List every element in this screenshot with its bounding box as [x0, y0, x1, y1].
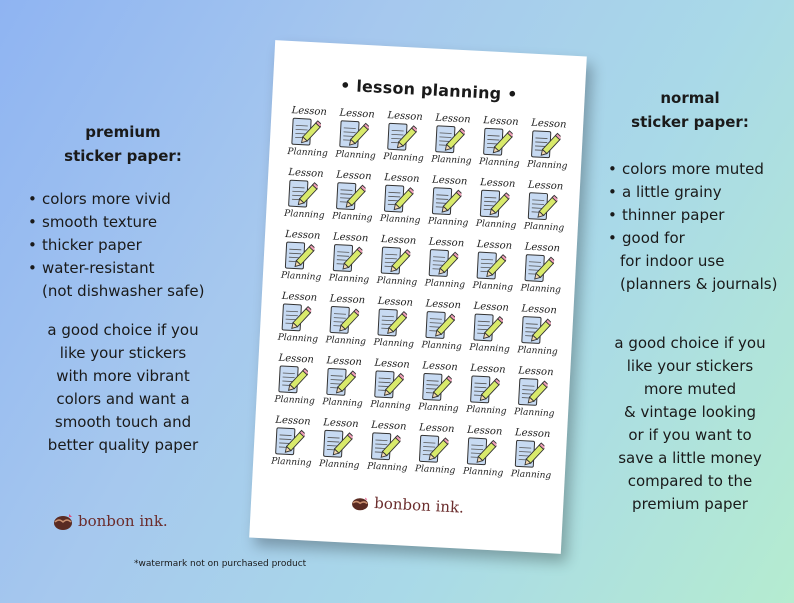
lesson-planning-sticker: Lesson Planning	[462, 424, 504, 479]
notepad-pencil-icon	[382, 183, 414, 217]
sticker-grid	[264, 105, 571, 492]
notepad-pencil-icon	[286, 178, 318, 212]
normal-bullet-note-1: for indoor use	[620, 252, 725, 270]
notepad-pencil-icon	[379, 245, 411, 279]
notepad-pencil-icon	[321, 428, 353, 462]
lesson-planning-sticker: Lesson Planning	[417, 360, 459, 415]
premium-heading: premium sticker paper:	[64, 123, 182, 165]
normal-bullet-list	[600, 158, 780, 250]
notepad-pencil-icon	[373, 369, 405, 403]
notepad-pencil-icon	[273, 426, 305, 460]
notepad-pencil-icon	[331, 242, 363, 276]
lesson-planning-sticker: Lesson Planning	[526, 117, 568, 172]
lesson-planning-sticker: Lesson Planning	[270, 414, 312, 469]
notepad-pencil-icon	[468, 374, 500, 408]
lesson-planning-sticker: Lesson Planning	[318, 417, 360, 472]
notepad-pencil-icon	[420, 371, 452, 405]
lesson-planning-sticker: Lesson Planning	[366, 419, 408, 474]
notepad-pencil-icon	[513, 438, 545, 472]
lesson-planning-sticker: Lesson Planning	[376, 233, 418, 288]
list-item: • a little grainy	[608, 183, 722, 201]
notepad-pencil-icon	[417, 433, 449, 467]
lesson-planning-sticker: Lesson Planning	[427, 174, 469, 229]
notepad-pencil-icon	[526, 191, 558, 225]
notepad-pencil-icon	[325, 366, 357, 400]
notepad-pencil-icon	[427, 247, 459, 281]
notepad-pencil-icon	[376, 307, 408, 341]
lesson-planning-sticker: Lesson Planning	[478, 115, 520, 170]
lesson-planning-sticker: Lesson Planning	[325, 293, 367, 348]
lesson-planning-sticker: Lesson Planning	[277, 290, 319, 345]
normal-paper-column	[600, 86, 780, 516]
normal-heading: normal sticker paper:	[631, 89, 749, 131]
notepad-pencil-icon	[430, 186, 462, 220]
sheet-title: • lesson planning •	[339, 75, 519, 104]
premium-description: a good choice if you like your stickers with more vibrant colors and want a smooth touch and better quality paper	[47, 321, 199, 454]
lesson-planning-sticker: Lesson Planning	[430, 112, 472, 167]
list-item: • good for	[608, 229, 685, 247]
notepad-pencil-icon	[338, 119, 370, 153]
lesson-planning-sticker: Lesson Planning	[274, 352, 315, 407]
lesson-planning-sticker: Lesson Planning	[472, 239, 514, 293]
list-item: • colors more vivid	[28, 190, 171, 208]
notepad-pencil-icon	[290, 116, 322, 150]
lesson-planning-sticker: Lesson Planning	[370, 357, 411, 412]
lesson-planning-sticker: Lesson Planning	[280, 228, 322, 283]
normal-bullet-note-2: (planners & journals)	[620, 275, 778, 293]
lesson-planning-sticker: Lesson Planning	[335, 107, 376, 162]
bonbon-icon	[350, 495, 371, 512]
lesson-planning-sticker: Lesson Planning	[322, 355, 363, 410]
lesson-planning-sticker: Lesson Planning	[517, 303, 558, 358]
list-item: • thicker paper	[28, 236, 142, 254]
watermark-footnote: *watermark not on purchased product	[134, 559, 307, 569]
lesson-planning-sticker: Lesson Planning	[469, 300, 510, 355]
notepad-pencil-icon	[523, 253, 555, 287]
premium-paper-column	[28, 120, 218, 457]
lesson-planning-sticker: Lesson Planning	[373, 295, 415, 350]
lesson-planning-sticker: Lesson Planning	[383, 110, 424, 165]
notepad-pencil-icon	[280, 302, 312, 336]
lesson-planning-sticker: Lesson Planning	[513, 365, 555, 420]
lesson-planning-sticker: Lesson Planning	[510, 427, 552, 482]
lesson-planning-sticker: Lesson Planning	[520, 241, 562, 296]
list-item: • colors more muted	[608, 160, 764, 178]
notepad-pencil-icon	[481, 126, 513, 160]
sheet-logo: bonbon ink.	[251, 488, 564, 522]
notepad-pencil-icon	[277, 364, 309, 398]
notepad-pencil-icon	[478, 188, 510, 222]
premium-bullet-note: (not dishwasher safe)	[42, 282, 205, 300]
notepad-pencil-icon	[424, 309, 456, 343]
list-item: • water-resistant	[28, 259, 155, 277]
bonbon-icon	[52, 513, 74, 531]
lesson-planning-sticker: Lesson Planning	[523, 179, 565, 234]
premium-bullet-list	[28, 188, 218, 280]
lesson-planning-sticker: Lesson Planning	[465, 362, 507, 417]
notepad-pencil-icon	[433, 124, 465, 158]
notepad-pencil-icon	[529, 129, 561, 163]
notepad-pencil-icon	[283, 240, 315, 274]
notepad-pencil-icon	[465, 436, 497, 470]
notepad-pencil-icon	[385, 121, 417, 155]
notepad-pencil-icon	[472, 312, 504, 346]
lesson-planning-sticker: Lesson Planning	[379, 172, 421, 227]
sticker-sheet-preview	[249, 40, 587, 554]
lesson-planning-sticker: Lesson Planning	[424, 236, 466, 291]
lesson-planning-sticker: Lesson Planning	[414, 422, 456, 477]
lesson-planning-sticker: Lesson Planning	[287, 105, 328, 160]
lesson-planning-sticker: Lesson Planning	[328, 231, 370, 286]
notepad-pencil-icon	[475, 250, 507, 284]
notepad-pencil-icon	[516, 376, 548, 410]
list-item: • thinner paper	[608, 206, 725, 224]
notepad-pencil-icon	[369, 431, 401, 465]
lesson-planning-sticker: Lesson Planning	[421, 298, 463, 353]
normal-description: a good choice if you like your stickers more muted & vintage looking or if you want to save a little money compared to the premium paper	[614, 334, 766, 513]
notepad-pencil-icon	[334, 181, 366, 215]
lesson-planning-sticker: Lesson Planning	[283, 167, 325, 221]
lesson-planning-sticker: Lesson Planning	[475, 177, 517, 232]
brand-logo: bonbon ink.	[52, 512, 168, 531]
list-item: • smooth texture	[28, 213, 158, 231]
notepad-pencil-icon	[520, 314, 552, 348]
lesson-planning-sticker: Lesson Planning	[331, 169, 373, 224]
notepad-pencil-icon	[328, 304, 360, 338]
